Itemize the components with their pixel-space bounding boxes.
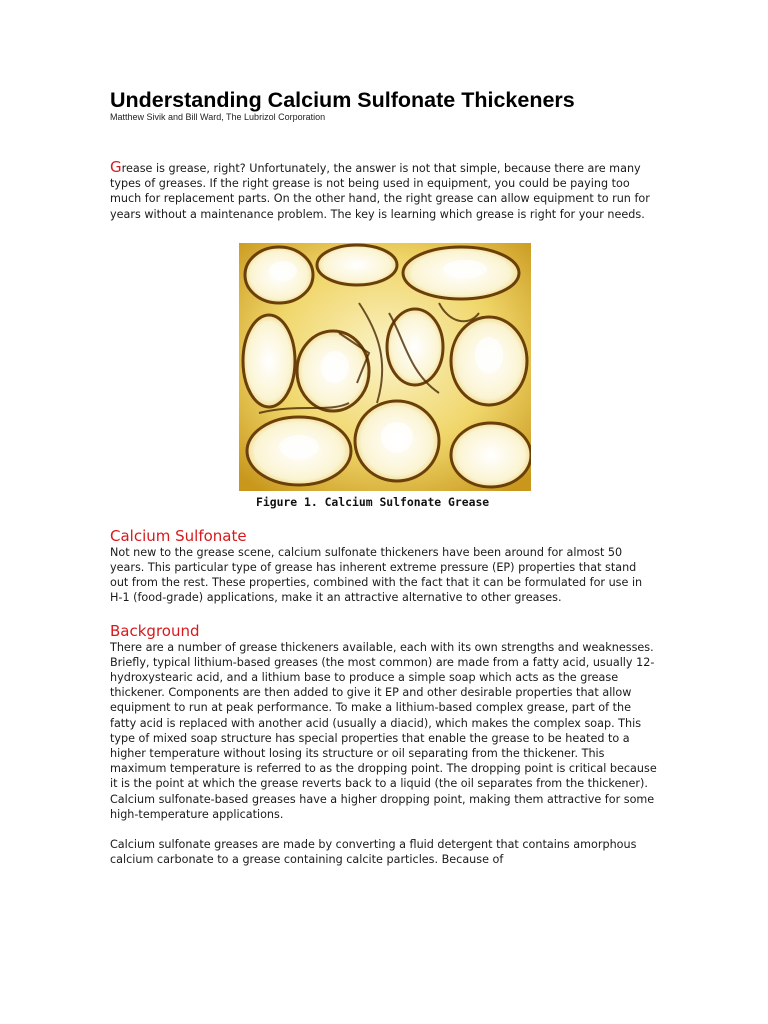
intro-text: rease is grease, right? Unfortunately, the answer is not that simple, because there are many types of greases. If the right grease is not being used in equipment, you could be paying too much for replacement parts. On the other hand, the right grease can allow equipment to run for years without a maintenance problem. The key is learning which grease is right for your needs. [110, 162, 650, 221]
section-heading-background: Background [110, 621, 200, 640]
article [110, 88, 658, 867]
section-text-calcium-sulfonate: Not new to the grease scene, calcium sulfonate thickeners have been around for almost 50 years. This particular type of grease has inherent extreme pressure (EP) properties that stand out from the rest. These properties, combined with the fact that it can be formulated for use in H-1 (food-grade) applications, make it an attractive alternative to other greases. [110, 545, 643, 605]
figure-caption: Figure 1. Calcium Sulfonate Grease [256, 494, 490, 509]
section-heading-calcium-sulfonate: Calcium Sulfonate [110, 526, 247, 545]
article-title: Understanding Calcium Sulfonate Thickeners [110, 88, 575, 112]
section-text-background-continued: Calcium sulfonate greases are made by converting a fluid detergent that contains amorphous calcium carbonate to a grease containing calcite particles. Because of [110, 838, 637, 867]
article-byline: Matthew Sivik and Bill Ward, The Lubrizol Corporation [110, 112, 326, 122]
figure-1 [110, 243, 658, 509]
calcium-sulfonate-grease-image [239, 243, 531, 491]
section-text-background: There are a number of grease thickeners available, each with its own strengths and weaknesses. Briefly, typical lithium-based greases (the most common) are made from a fatty acid, usually 12-hydroxystearic acid, and a lithium base to produce a simple soap which acts as the grease thickener. Components are then added to give it EP and other desirable properties that allow equipment to run at peak performance. To make a lithium-based complex grease, part of the fatty acid is replaced with another acid (usually a diacid), which makes the complex soap. This type of mixed soap structure has special properties that enable the grease to be heated to a higher temperature without losing its structure or oil separating from the thickener. This maximum temperature is referred to as the dropping point. The dropping point is critical because it is the point at which the grease reverts back to a liquid (the oil separates from the thickener). Calcium sulfonate-based greases have a higher dropping point, making them attractive for some high-temperature applications. [110, 640, 657, 821]
drop-cap: G [110, 158, 122, 176]
intro-paragraph [110, 160, 658, 222]
